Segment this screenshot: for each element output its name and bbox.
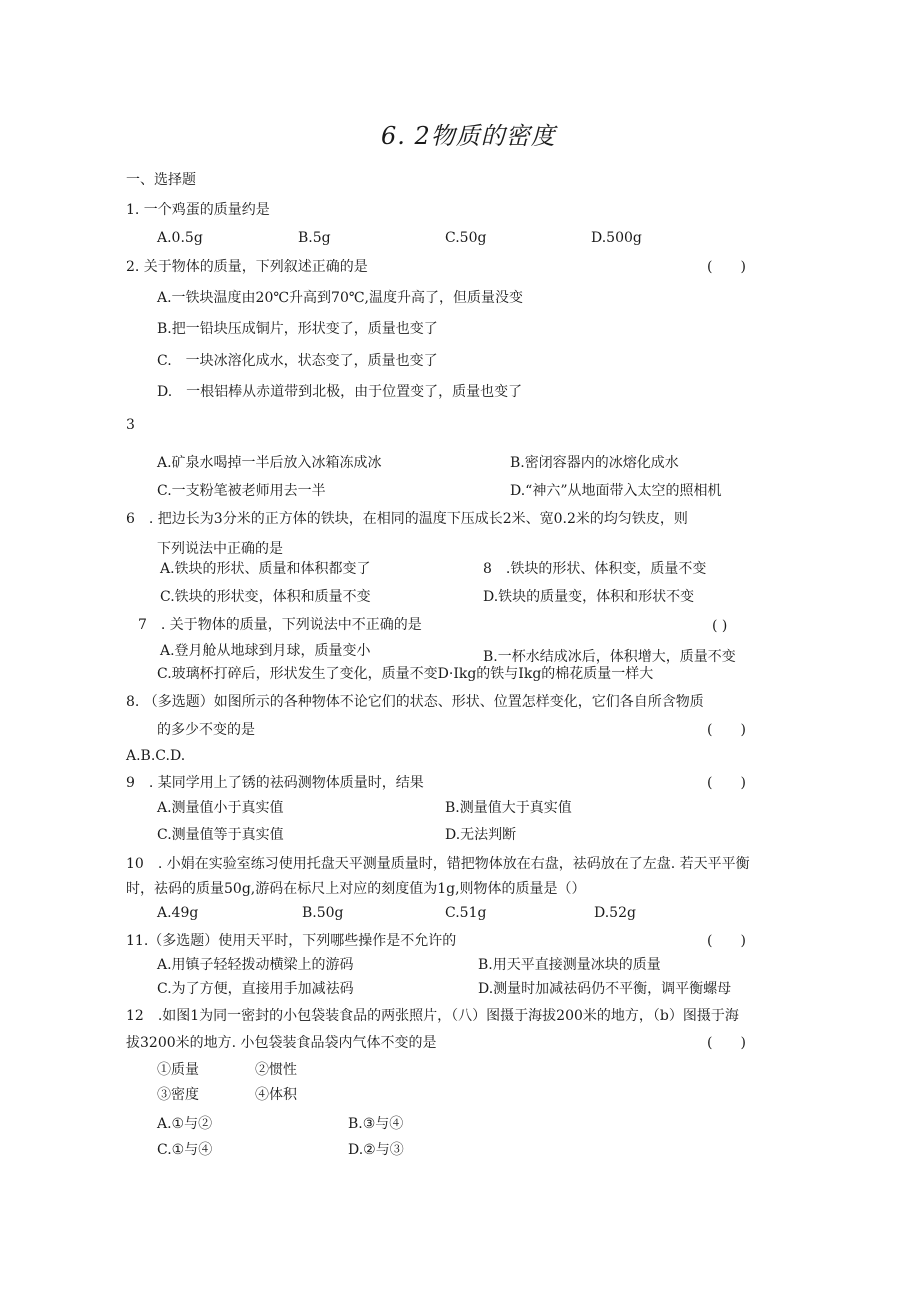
q9-answer-paren: ( ) [707, 775, 746, 791]
q10-stem-line2: 时，祛码的质量50g,游码在标尺上对应的刻度值为1g,则物体的质量是（） [126, 881, 586, 897]
q3-option-c: C.一支粉笔被老师用去一半 [157, 483, 326, 499]
page-title: 6. 2物质的密度 [381, 122, 556, 150]
q6-option-a: A.铁块的形状、质量和体积都变了 [160, 561, 371, 577]
q9-option-d: D.无法判断 [445, 827, 517, 843]
q2-answer-paren: ( ) [707, 259, 746, 275]
q8-stem-line2: 的多少不变的是 [157, 722, 255, 738]
q12-answer-paren: ( ) [707, 1035, 746, 1051]
q12-item-3: ③密度 [157, 1087, 199, 1103]
q1-option-a: A.0.5g [157, 230, 203, 246]
q1-option-c: C.50g [445, 230, 487, 246]
q8-options: A.B.C.D. [126, 748, 186, 764]
q6-option-b: 8 .铁块的形状、体积变，质量不变 [483, 561, 707, 577]
q12-option-c: C.①与④ [157, 1142, 213, 1158]
q3-option-b: B.密闭容器内的冰熔化成水 [510, 455, 679, 471]
q9-option-a: A.测量值小于真实值 [157, 800, 284, 816]
q6-stem: 6 . 把边长为3分米的正方体的铁块，在相同的温度下压成长2米、宽0.2米的均匀铁皮，则 [126, 511, 688, 527]
q12-stem-line2: 拔3200米的地方. 小包袋装食品袋内气体不变的是 [126, 1035, 437, 1051]
q2-option-c: C. 一块冰溶化成水，状态变了，质量也变了 [157, 353, 438, 369]
q11-option-b: B.用天平直接测量冰块的质量 [478, 957, 661, 973]
q1-stem: 1. 一个鸡蛋的质量约是 [126, 202, 270, 218]
q6-option-d: D.铁块的质量变，体积和形状不变 [483, 589, 695, 605]
q7-option-a: A.登月舱从地球到月球，质量变小 [160, 643, 371, 659]
q7-option-c: C.玻璃杯打碎后，形状发生了变化，质量不变D·Ikg的铁与Ikg的棉花质量一样大 [157, 666, 654, 682]
q2-option-b: B.把一铅块压成铜片，形状变了，质量也变了 [157, 321, 438, 337]
q10-option-c: C.51g [445, 905, 487, 921]
q1-option-b: B.5g [298, 230, 331, 246]
q10-option-a: A.49g [157, 905, 199, 921]
q3-number: 3 [126, 417, 135, 433]
q7-option-b: B.一杯水结成冰后，体积增大，质量不变 [483, 649, 736, 665]
q11-stem: 11.（多选题）使用天平时，下列哪些操作是不允许的 [126, 933, 457, 949]
q6-option-c: C.铁块的形状变，体积和质量不变 [160, 589, 371, 605]
q12-item-1: ①质量 [157, 1062, 199, 1078]
q12-option-a: A.①与② [157, 1116, 213, 1132]
q11-option-d: D.测量时加减祛码仍不平衡，调平衡螺母 [478, 981, 732, 997]
q7-answer-paren: ( ) [712, 618, 728, 634]
q9-stem: 9 . 某同学用上了锈的祛码测物体质量时，结果 [126, 775, 424, 791]
q12-item-2: ②惯性 [255, 1062, 297, 1078]
q12-option-d: D.②与③ [348, 1142, 404, 1158]
q2-option-d: D. 一根铝棒从赤道带到北极，由于位置变了，质量也变了 [157, 384, 523, 400]
q11-option-c: C.为了方便，直接用手加减祛码 [157, 981, 354, 997]
q1-option-d: D.500g [591, 230, 642, 246]
q7-stem: 7 . 关于物体的质量，下列说法中不正确的是 [138, 617, 422, 633]
q9-option-b: B.测量值大于真实值 [445, 800, 572, 816]
q8-stem: 8. （多选题）如图所示的各种物体不论它们的状态、形状、位置怎样变化，它们各自所含物质 [126, 694, 704, 710]
q3-option-d: D.“神六”从地面带入太空的照相机 [510, 483, 722, 499]
q10-stem: 10 . 小娟在实验室练习使用托盘天平测量质量时，错把物体放在右盘，祛码放在了左盘. 若天平平衡 [126, 856, 750, 872]
q2-stem: 2. 关于物体的质量，下列叙述正确的是 [126, 259, 368, 275]
q10-option-b: B.50g [302, 905, 344, 921]
q10-option-d: D.52g [594, 905, 636, 921]
q11-option-a: A.用镇子轻轻拨动横梁上的游码 [157, 957, 354, 973]
q11-answer-paren: ( ) [707, 933, 746, 949]
q8-answer-paren: ( ) [707, 722, 746, 738]
q3-option-a: A.矿泉水喝掉一半后放入冰箱冻成冰 [157, 455, 382, 471]
q9-option-c: C.测量值等于真实值 [157, 827, 284, 843]
q6-stem-line2: 下列说法中正确的是 [157, 541, 283, 557]
q12-stem: 12 .如图1为同一密封的小包袋装食品的两张照片，（八）图摄于海拔200米的地方，（b）图摄于海 [126, 1008, 739, 1024]
q2-option-a: A.一铁块温度由20℃升高到70℃,温度升高了，但质量没变 [157, 290, 523, 306]
section-heading: 一、选择题 [126, 172, 196, 188]
q12-item-4: ④体积 [255, 1087, 297, 1103]
q12-option-b: B.③与④ [348, 1116, 404, 1132]
